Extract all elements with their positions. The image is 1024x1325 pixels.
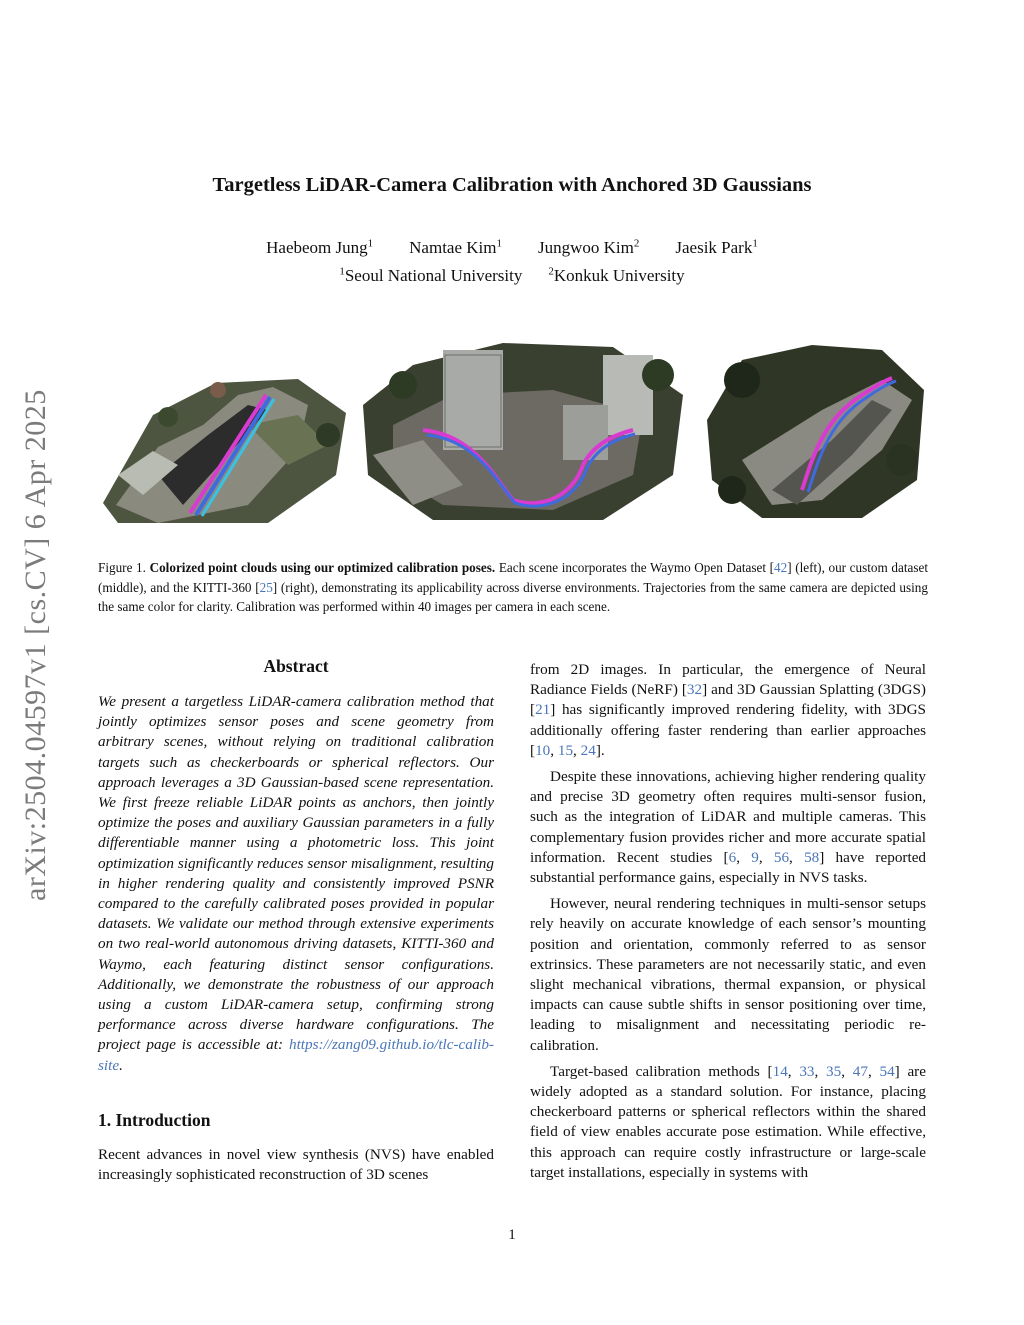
section-heading-introduction: 1. Introduction <box>98 1109 211 1130</box>
citation-link[interactable]: 10 <box>535 741 551 759</box>
citation-link[interactable]: 15 <box>557 741 574 759</box>
page-number: 1 <box>508 1227 516 1243</box>
author: Haebeom Jung$^1$ <box>266 237 374 257</box>
paper-title: Targetless LiDAR-Camera Calibration with Anchored 3D Gaussians <box>212 174 812 196</box>
author: Namtae Kim$^1$ <box>409 237 502 257</box>
kitti360-scene-image <box>702 340 926 520</box>
citation-link[interactable]: 58 <box>804 848 820 866</box>
abstract-heading: Abstract <box>263 656 329 676</box>
citation-link[interactable]: 6 <box>728 848 737 866</box>
citation-link[interactable]: 25 <box>259 579 273 595</box>
figure-point-clouds <box>98 335 928 525</box>
citation-link[interactable]: 14 <box>772 1062 788 1080</box>
body-paragraph: from 2D images. In particular, the emergence of Neural Radiance Fields (NeRF) [32] and 3D Gaussian Splatting (3DGS) [21] has significantly improved rendering fidelity, with 3DGS additionally offering faster rendering than earlier approaches [10, 15, 24]. <box>530 661 926 759</box>
citation-link[interactable]: 21 <box>535 701 551 719</box>
author-list <box>200 238 824 258</box>
body-paragraph: Target-based calibration methods [14, 33, 35, 47, 54] are widely adopted as a standard solution. For instance, placing checkerboard patterns or spherical reflectors within the shared field of view enables accurate pose estimation. While effective, this approach can require costly infrastructure or large-scale target installations, especially in systems with <box>530 1062 926 1181</box>
citation-link[interactable]: 33 <box>799 1062 815 1080</box>
body-paragraph: However, neural rendering techniques in multi-sensor setups rely heavily on accurate knowledge of each sensor’s mounting position and orientation, commonly referred to as sensor extrinsics. These parameters are not necessarily static, and even slight mechanical vibrations, thermal expansion, or physical impacts can cause subtle shifts in sensor positioning over time, leading to misalignment and necessitating periodic re-calibration. <box>530 895 926 1054</box>
affiliation: $^2$Konkuk University <box>548 265 685 285</box>
citation-link[interactable]: 35 <box>826 1062 842 1080</box>
citation-link[interactable]: 54 <box>879 1062 895 1080</box>
figure-caption: Figure 1. Colorized point clouds using our optimized calibration poses. Each scene incorporates the Waymo Open Dataset [42] (left), our custom dataset (middle), and the KITTI-360 [25] (right), demonstrating its applicability across diverse environments. Trajectories from the same camera are depicted using the same color for clarity. Calibration was performed within 40 images per camera in each scene. <box>98 560 928 614</box>
body-paragraph: Despite these innovations, achieving higher rendering quality and precise 3D geometry often requires multi-sensor fusion, such as the integration of LiDAR and multiple cameras. This complementary fusion provides richer and more accurate spatial information. Recent studies [6, 9, 56, 58] have reported substantial performance gains, especially in NVS tasks. <box>530 768 927 887</box>
author: Jungwoo Kim$^2$ <box>538 237 640 257</box>
citation-link[interactable]: 32 <box>686 681 703 699</box>
project-page-link[interactable]: https://zang09.github.io/tlc-calib-site <box>98 1036 494 1074</box>
waymo-scene-image <box>98 355 350 525</box>
custom-scene-image <box>353 335 691 525</box>
citation-link[interactable]: 24 <box>580 741 596 759</box>
left-column <box>98 656 494 1185</box>
intro-paragraph: Recent advances in novel view synthesis (NVS) have enabled increasingly sophisticated reconstruction of 3D scenes <box>98 1145 494 1184</box>
citation-link[interactable]: 9 <box>751 848 759 866</box>
affiliation-list <box>200 266 824 286</box>
abstract-text: We present a targetless LiDAR-camera calibration method that jointly optimizes sensor poses and scene geometry from arbitrary scenes, without relying on traditional calibration targets such as checkerboards or spherical reflectors. Our approach leverages a 3D Gaussian-based scene representation. We first freeze reliable LiDAR points as anchors, then jointly optimize the poses and auxiliary Gaussian parameters in a fully differentiable manner using a photometric loss. This joint optimization significantly reduces sensor misalignment, resulting in higher rendering quality and consistently improved PSNR compared to the carefully calibrated poses provided in popular datasets. We validate our method through extensive experiments on two real-world autonomous driving datasets, KITTI-360 and Waymo, each featuring distinct sensor configurations. Additionally, we demonstrate the robustness of our approach using a custom LiDAR-camera setup, confirming strong performance across diverse hardware configurations. The project page is accessible at: https://zang09.github.io/tlc-calib-site. <box>98 693 494 1074</box>
citation-link[interactable]: 42 <box>774 560 788 575</box>
citation-link[interactable]: 56 <box>773 848 790 866</box>
right-column <box>530 660 926 1189</box>
citation-link[interactable]: 47 <box>852 1062 868 1080</box>
author: Jaesik Park$^1$ <box>675 237 758 257</box>
arxiv-identifier: arXiv:2504.04597v1 [cs.CV] 6 Apr 2025 <box>19 389 52 901</box>
affiliation: $^1$Seoul National University <box>339 265 523 285</box>
